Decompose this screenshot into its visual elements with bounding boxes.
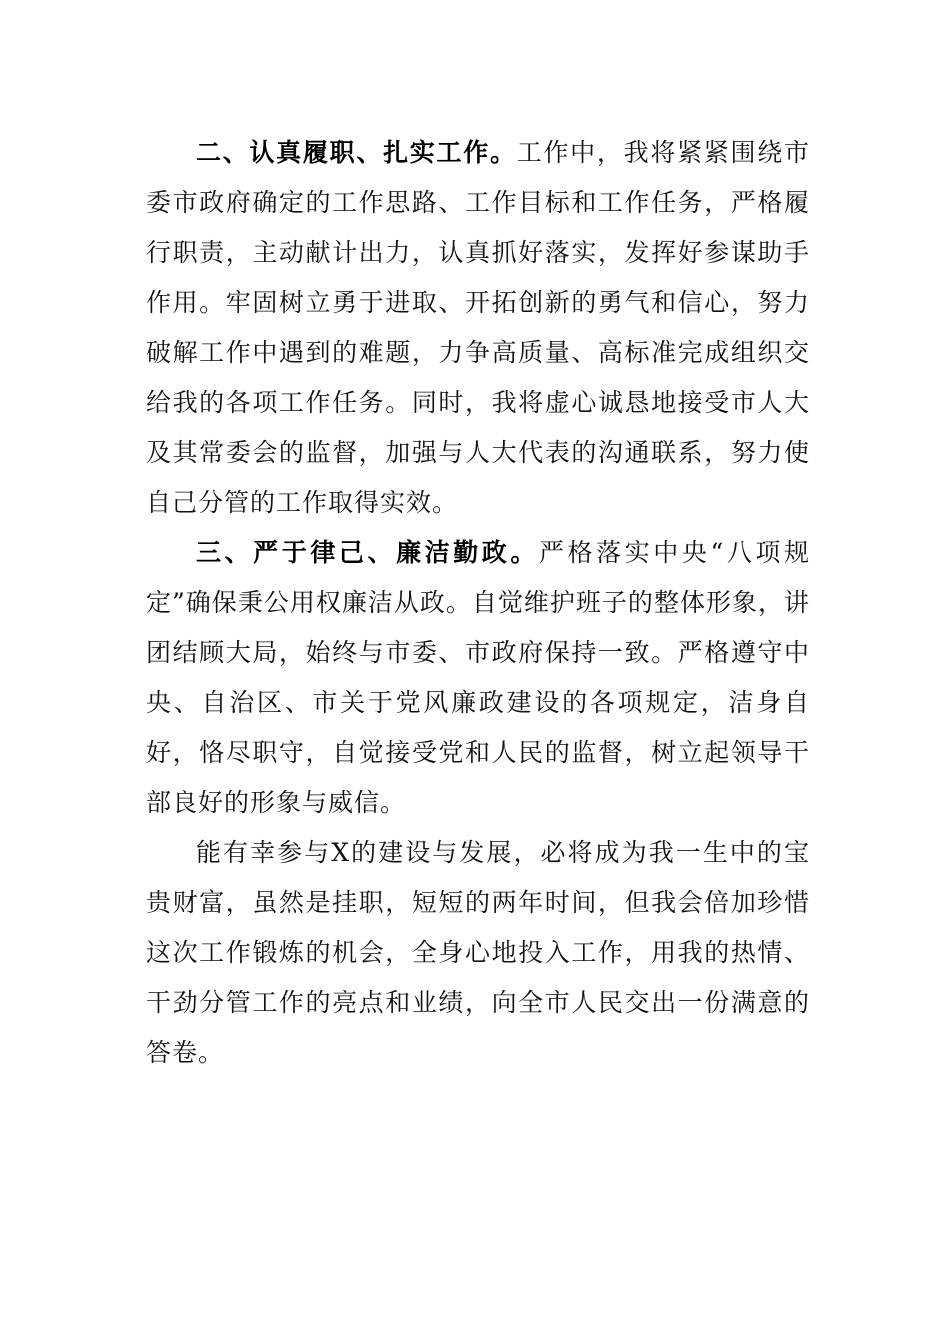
paragraph-duty xyxy=(146,128,810,528)
paragraph-closing-text: 能有幸参与X的建设与发展，必将成为我一生中的宝贵财富，虽然是挂职，短短的两年时间，但我会倍加珍惜这次工作锻炼的机会，全身心地投入工作，用我的热情、干劲分管工作的亮点和业绩，向全市人民交出一份满意的答卷。 xyxy=(146,838,810,1067)
paragraph-closing xyxy=(146,828,810,1078)
paragraph-duty-text: 工作中，我将紧紧围绕市委市政府确定的工作思路、工作目标和工作任务，严格履行职责，主动献计出力，认真抓好落实，发挥好参谋助手作用。牢固树立勇于进取、开拓创新的勇气和信心，努力破解工作中遇到的难题，力争高质量、高标准完成组织交给我的各项工作任务。同时，我将虚心诚恳地接受市人大及其常委会的监督，加强与人大代表的沟通联系，努力使自己分管的工作取得实效。 xyxy=(146,138,810,517)
section-heading-integrity: 三、严于律己、廉洁勤政。 xyxy=(196,538,539,567)
document-body xyxy=(146,128,810,1078)
section-heading-duty: 二、认真履职、扎实工作。 xyxy=(196,138,517,167)
paragraph-integrity xyxy=(146,528,810,828)
paragraph-integrity-text: 严格落实中央“八项规定”确保秉公用权廉洁从政。自觉维护班子的整体形象，讲团结顾大局，始终与市委、市政府保持一致。严格遵守中央、自治区、市关于党风廉政建设的各项规定，洁身自好，恪尽职守，自觉接受党和人民的监督，树立起领导干部良好的形象与威信。 xyxy=(146,538,810,817)
